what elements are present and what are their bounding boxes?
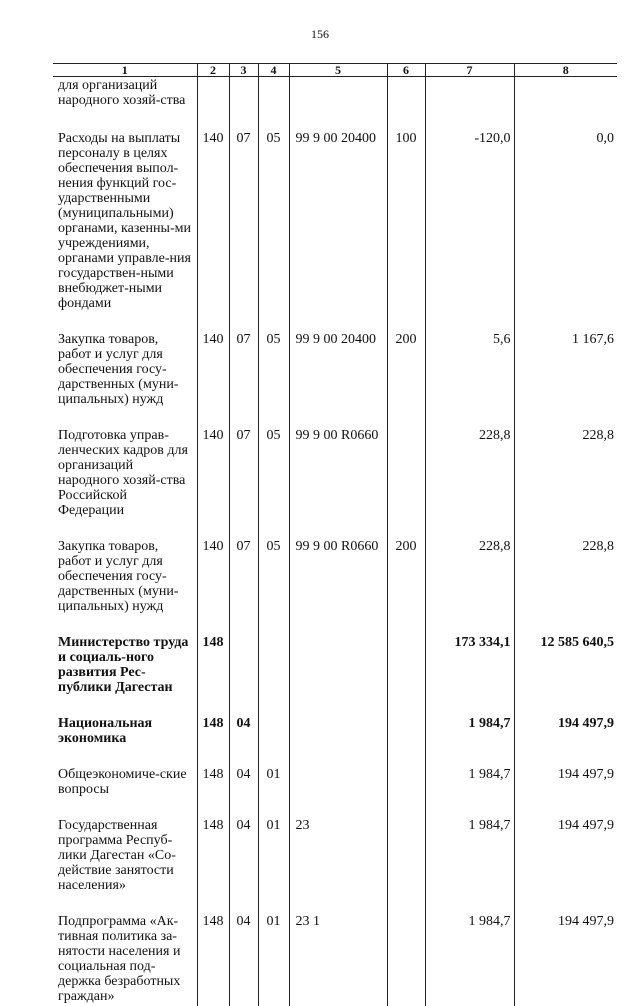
cell-amount-col8 xyxy=(514,77,617,132)
cell-section: 04 xyxy=(229,818,258,914)
cell-amount-col7: 1 984,7 xyxy=(425,914,514,1006)
cell-section xyxy=(229,635,258,716)
cell-amount-col7 xyxy=(425,77,514,132)
cell-subsection: 01 xyxy=(258,818,289,914)
cell-subsection: 05 xyxy=(258,539,289,635)
cell-expense-type xyxy=(387,767,425,818)
table-header-row xyxy=(53,64,617,77)
cell-target-article: 99 9 00 20400 xyxy=(289,332,387,428)
cell-amount-col8: 1 167,6 xyxy=(514,332,617,428)
cell-target-article xyxy=(289,767,387,818)
row-name: Государственная программа Респуб-лики Дагестан «Со-действие занятости населения» xyxy=(53,818,197,914)
cell-section: 07 xyxy=(229,332,258,428)
cell-expense-type xyxy=(387,914,425,1006)
row-name: для организаций народного хозяй-ства xyxy=(53,77,197,132)
cell-amount-col8: 0,0 xyxy=(514,131,617,332)
column-header-5: 5 xyxy=(289,64,387,77)
table-row xyxy=(53,635,617,716)
column-header-4: 4 xyxy=(258,64,289,77)
cell-expense-type: 200 xyxy=(387,332,425,428)
table-row xyxy=(53,914,617,1006)
column-header-2: 2 xyxy=(197,64,229,77)
cell-amount-col7: 173 334,1 xyxy=(425,635,514,716)
cell-target-article xyxy=(289,716,387,767)
row-name: Закупка товаров, работ и услуг для обеспечения госу-дарственных (муни-ципальных) нужд xyxy=(53,332,197,428)
cell-amount-col8: 194 497,9 xyxy=(514,818,617,914)
cell-subsection xyxy=(258,716,289,767)
column-header-1: 1 xyxy=(53,64,197,77)
cell-section: 04 xyxy=(229,716,258,767)
cell-amount-col7: -120,0 xyxy=(425,131,514,332)
cell-amount-col7: 1 984,7 xyxy=(425,716,514,767)
cell-ved: 148 xyxy=(197,818,229,914)
row-name: Расходы на выплаты персоналу в целях обеспечения выпол-нения функций гос-ударственными (муниципальными) органами, казенны-ми учреждениями, органами управле-ния государствен-ными внебюджет-ными фондами xyxy=(53,131,197,332)
cell-section: 07 xyxy=(229,539,258,635)
cell-section: 04 xyxy=(229,767,258,818)
cell-expense-type xyxy=(387,716,425,767)
cell-ved: 148 xyxy=(197,914,229,1006)
row-name: Закупка товаров, работ и услуг для обеспечения госу-дарственных (муни-ципальных) нужд xyxy=(53,539,197,635)
cell-amount-col7: 1 984,7 xyxy=(425,767,514,818)
cell-target-article: 99 9 00 R0660 xyxy=(289,428,387,539)
cell-target-article xyxy=(289,635,387,716)
table-row xyxy=(53,716,617,767)
table-row xyxy=(53,539,617,635)
cell-target-article: 23 1 xyxy=(289,914,387,1006)
cell-section xyxy=(229,77,258,132)
cell-target-article: 99 9 00 20400 xyxy=(289,131,387,332)
cell-amount-col7: 228,8 xyxy=(425,539,514,635)
cell-ved: 148 xyxy=(197,635,229,716)
cell-ved: 140 xyxy=(197,332,229,428)
cell-target-article xyxy=(289,77,387,132)
cell-target-article: 23 xyxy=(289,818,387,914)
cell-target-article: 99 9 00 R0660 xyxy=(289,539,387,635)
table-row xyxy=(53,767,617,818)
row-name: Министерство труда и социаль-ного развития Рес-публики Дагестан xyxy=(53,635,197,716)
table-row xyxy=(53,131,617,332)
row-name: Подготовка управ-ленческих кадров для организаций народного хозяй-ства Российской Федерации xyxy=(53,428,197,539)
cell-expense-type xyxy=(387,428,425,539)
cell-amount-col7: 1 984,7 xyxy=(425,818,514,914)
cell-section: 07 xyxy=(229,428,258,539)
cell-expense-type: 100 xyxy=(387,131,425,332)
table-row xyxy=(53,77,617,132)
column-header-3: 3 xyxy=(229,64,258,77)
cell-amount-col8: 228,8 xyxy=(514,428,617,539)
cell-amount-col7: 5,6 xyxy=(425,332,514,428)
cell-section: 04 xyxy=(229,914,258,1006)
cell-amount-col8: 12 585 640,5 xyxy=(514,635,617,716)
cell-amount-col8: 194 497,9 xyxy=(514,716,617,767)
cell-ved: 140 xyxy=(197,428,229,539)
cell-expense-type xyxy=(387,77,425,132)
row-name: Национальная экономика xyxy=(53,716,197,767)
cell-expense-type xyxy=(387,818,425,914)
cell-subsection: 05 xyxy=(258,332,289,428)
cell-subsection: 05 xyxy=(258,131,289,332)
cell-section: 07 xyxy=(229,131,258,332)
cell-amount-col7: 228,8 xyxy=(425,428,514,539)
cell-expense-type: 200 xyxy=(387,539,425,635)
row-name: Общеэкономиче-ские вопросы xyxy=(53,767,197,818)
column-header-6: 6 xyxy=(387,64,425,77)
cell-amount-col8: 194 497,9 xyxy=(514,914,617,1006)
table-row xyxy=(53,428,617,539)
page-number: 156 xyxy=(0,27,640,41)
table-body xyxy=(53,77,617,1006)
cell-ved xyxy=(197,77,229,132)
row-name: Подпрограмма «Ак-тивная политика за-нятости населения и социальная под-держка безработных граждан» xyxy=(53,914,197,1006)
cell-ved: 148 xyxy=(197,767,229,818)
cell-ved: 140 xyxy=(197,539,229,635)
cell-ved: 148 xyxy=(197,716,229,767)
cell-subsection xyxy=(258,635,289,716)
column-header-7: 7 xyxy=(425,64,514,77)
cell-subsection xyxy=(258,77,289,132)
table-row xyxy=(53,332,617,428)
cell-subsection: 05 xyxy=(258,428,289,539)
table-row xyxy=(53,818,617,914)
budget-table xyxy=(53,63,617,1006)
cell-expense-type xyxy=(387,635,425,716)
cell-amount-col8: 194 497,9 xyxy=(514,767,617,818)
cell-subsection: 01 xyxy=(258,914,289,1006)
cell-ved: 140 xyxy=(197,131,229,332)
cell-amount-col8: 228,8 xyxy=(514,539,617,635)
column-header-8: 8 xyxy=(514,64,617,77)
cell-subsection: 01 xyxy=(258,767,289,818)
